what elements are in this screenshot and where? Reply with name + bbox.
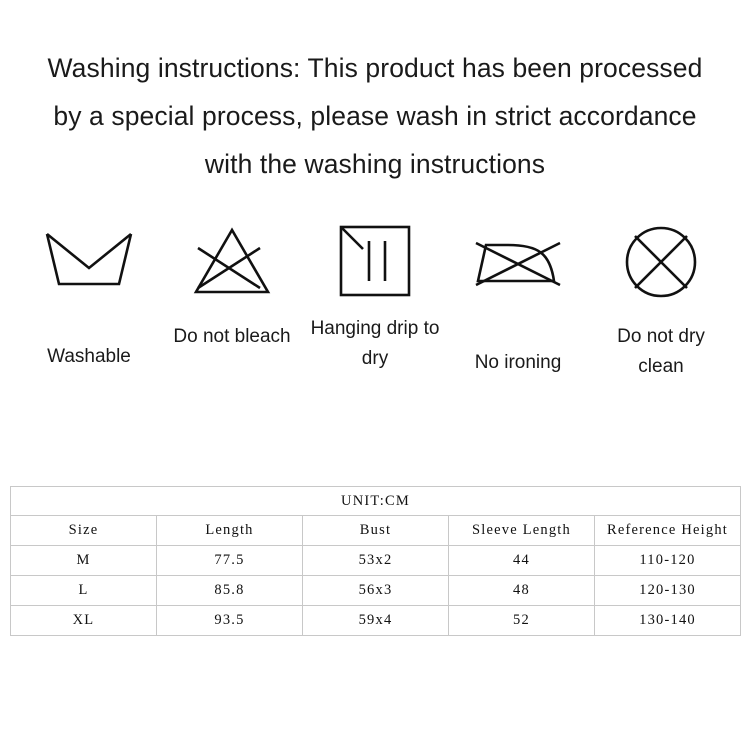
cell-bust: 53x2 xyxy=(303,546,449,576)
do-not-dry-clean-icon xyxy=(618,214,704,310)
page-title: Washing instructions: This product has been processed by a special process, please wash in strict accordance with the washing instructions xyxy=(47,53,703,179)
table-row xyxy=(11,606,741,636)
size-chart xyxy=(10,486,740,636)
do-not-bleach-icon xyxy=(182,214,282,310)
cell-sleeve-length: 44 xyxy=(449,546,595,576)
cell-size: M xyxy=(11,546,157,576)
cell-reference-height: 130-140 xyxy=(595,606,741,636)
care-symbol-no-ironing xyxy=(449,214,587,378)
care-symbol-label: Washable xyxy=(47,346,131,367)
care-symbol-washable xyxy=(20,214,158,372)
care-symbol-do-not-bleach xyxy=(163,214,301,352)
table-row xyxy=(11,576,741,606)
column-header-bust: Bust xyxy=(303,516,449,546)
cell-size: XL xyxy=(11,606,157,636)
care-symbol-label: No ironing xyxy=(474,352,562,373)
cell-size: L xyxy=(11,576,157,606)
cell-bust: 56x3 xyxy=(303,576,449,606)
column-header-reference-height: Reference Height xyxy=(595,516,741,546)
column-header-length: Length xyxy=(157,516,303,546)
cell-sleeve-length: 52 xyxy=(449,606,595,636)
care-symbol-hanging-drip-dry xyxy=(306,214,444,374)
care-symbol-do-not-dry-clean xyxy=(592,214,730,382)
care-symbol-label: Do not bleach xyxy=(173,326,291,347)
cell-reference-height: 120-130 xyxy=(595,576,741,606)
washable-icon xyxy=(39,214,139,310)
table-row xyxy=(11,546,741,576)
unit-label: UNIT:CM xyxy=(11,487,741,516)
no-ironing-icon xyxy=(468,214,568,310)
column-header-sleeve-length: Sleeve Length xyxy=(449,516,595,546)
column-header-size: Size xyxy=(11,516,157,546)
cell-length: 77.5 xyxy=(157,546,303,576)
care-symbol-label: Hanging drip to dry xyxy=(310,318,440,369)
care-symbol-label: Do not dry clean xyxy=(617,326,705,377)
table-header-row xyxy=(11,516,741,546)
cell-length: 85.8 xyxy=(157,576,303,606)
care-symbol-row xyxy=(20,214,730,382)
cell-reference-height: 110-120 xyxy=(595,546,741,576)
table-row-unit xyxy=(11,487,741,516)
cell-sleeve-length: 48 xyxy=(449,576,595,606)
cell-length: 93.5 xyxy=(157,606,303,636)
cell-bust: 59x4 xyxy=(303,606,449,636)
hanging-drip-dry-icon xyxy=(329,214,421,310)
